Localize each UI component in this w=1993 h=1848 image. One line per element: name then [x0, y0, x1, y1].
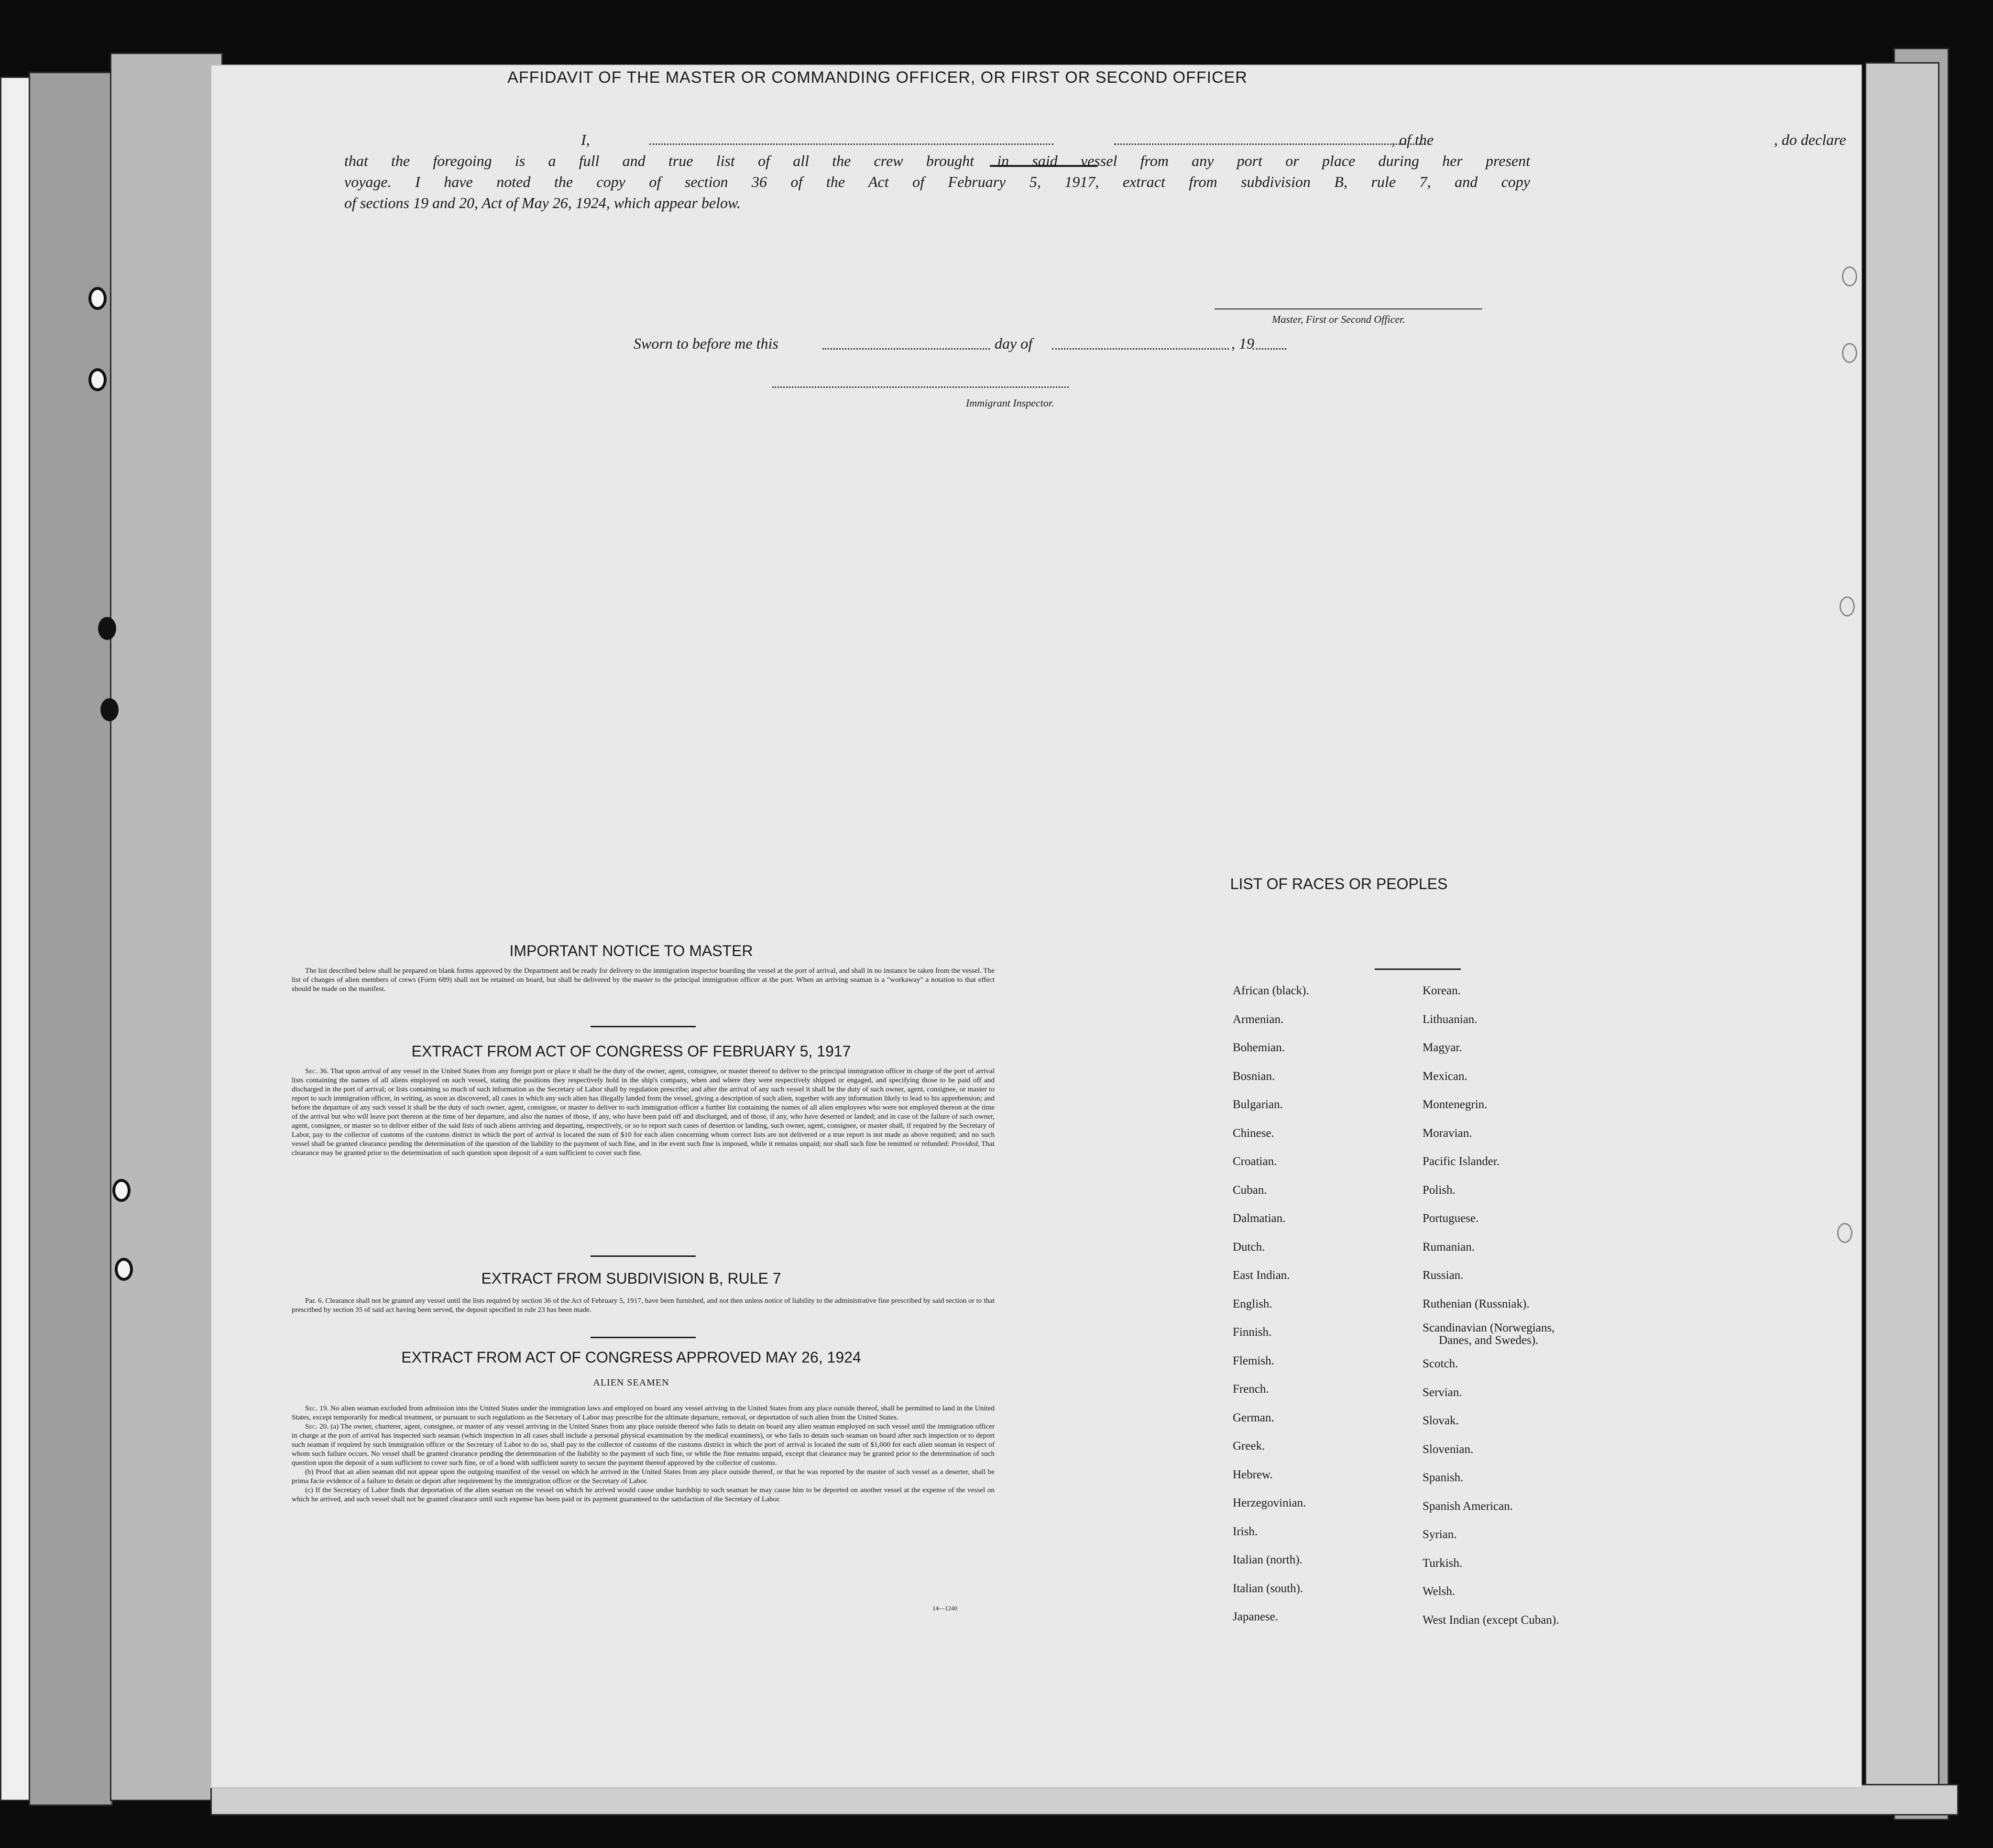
background-sheet-right [1865, 62, 1939, 1815]
declaration-line-4: of sections 19 and 20, Act of May 26, 1924, which appear below. [344, 194, 741, 211]
race-item-portuguese: Portuguese. [1423, 1212, 1479, 1225]
race-item-armenian: Armenian. [1233, 1012, 1284, 1026]
race-item-dutch: Dutch. [1233, 1240, 1265, 1254]
binder-hole [88, 368, 107, 391]
sworn-day-blank [822, 348, 990, 350]
sworn-year-prefix: , 19 [1231, 335, 1254, 352]
race-item-ruthenian-russniak: Ruthenian (Russniak). [1423, 1297, 1530, 1310]
section-19-text: No alien seaman excluded from admission into the United States under the immigration laws and employed on board any vessel arriving in the United States from any place outside thereof, shall be permitted to land in the United States, except temporarily for medical treatment, or pursuant to such regulations as the Secretary of Labor may prescribe for the ultimate departure, removal, or deportation of such alien from the United States. [292, 1404, 995, 1421]
race-item-magyar: Magyar. [1423, 1041, 1462, 1054]
sworn-year-blank [1253, 348, 1286, 350]
section-19-paragraph [292, 1404, 995, 1422]
master-signature-line [1215, 308, 1482, 309]
binder-hole [115, 1258, 133, 1281]
race-item-servian: Servian. [1423, 1386, 1462, 1399]
race-item-montenegrin: Montenegrin. [1423, 1098, 1488, 1111]
race-item-welsh: Welsh. [1423, 1585, 1456, 1598]
binder-hole [1837, 1223, 1852, 1243]
race-item-slovenian: Slovenian. [1423, 1442, 1474, 1456]
race-item-dalmatian: Dalmatian. [1233, 1212, 1286, 1225]
section-36-paragraph [292, 1067, 995, 1157]
race-item-slovak: Slovak. [1423, 1414, 1459, 1427]
background-sheet-left-inner [110, 53, 223, 1801]
master-signature-label: Master, First or Second Officer. [1272, 313, 1405, 325]
background-sheet-left [29, 72, 113, 1806]
race-item-english: English. [1233, 1297, 1272, 1310]
affidavit-declaration [344, 129, 1846, 213]
race-item-croatian: Croatian. [1233, 1155, 1277, 1168]
declaration-line-1 [344, 129, 1846, 150]
binder-hole [1842, 266, 1857, 286]
section-20a-text: (a) The owner, charterer, agent, consignee, or master of any vessel arriving in the United States from any place outside thereof who fails to detain on board any alien seaman employed on such vessel until the immigration officer in charge at the port of arrival has inspected such seaman (which inspection in all cases shall include a personal physical examination by the medical examiners), or who fails to detain such seaman on board after such inspection or to deport such seaman if required by such immigration officer or the Secretary of Labor to do so, shall pay to the collector of customs of the customs district in which the port of arrival is located the sum of $1,000 for each alien seaman in respect of whom such failure occurs. No vessel shall be granted clearance pending the determination of the liability to the payment of such fine, or while the fine remains unpaid, except that clearance may be granted prior to the determination of such question upon the deposit of a sum sufficient to cover such fine, or of a bond with sufficient surety to secure the payment thereof approved by the collector of customs. [292, 1422, 995, 1467]
notice-paragraph: The list described below shall be prepared on blank forms approved by the Department and be ready for delivery to the immigration inspector boarding the vessel at the port of arrival, and shall in no instance be taken from the vessel. The list of changes of alien members of crews (Form 689) shall not be retained on board, but shall be delivered by the master to the principal immigration officer at the port. When an arriving seaman is a "workaway" a notation to that effect should be made on the manifest. [292, 967, 995, 993]
race-item-korean: Korean. [1423, 984, 1461, 997]
section-20c-paragraph: (c) If the Secretary of Labor finds that deportation of the alien seaman on the vessel on which he arrived would cause undue hardship to such seaman he may cause him to be deported on another vessel at the expense of the vessel on which he arrived, and such vessel shall not be granted clearance until such expense has been paid or its payment guaranteed to the satisfaction of the Secretary of Labor. [292, 1486, 995, 1503]
race-item-moravian: Moravian. [1423, 1126, 1472, 1140]
races-title: LIST OF RACES OR PEOPLES [1230, 875, 1448, 892]
extract-1924-body [292, 1404, 995, 1504]
race-item-turkish: Turkish. [1423, 1556, 1463, 1570]
notice-title: IMPORTANT NOTICE TO MASTER [509, 942, 753, 959]
race-item-polish: Polish. [1423, 1183, 1456, 1197]
race-item-rumanian: Rumanian. [1423, 1240, 1475, 1254]
race-item-cuban: Cuban. [1233, 1183, 1267, 1197]
declaration-line-2: that the foregoing is a full and true list of all the crew brought in said vessel from any port or place during her present [344, 152, 1530, 169]
binder-hole [1840, 596, 1855, 616]
extract-rule7-body [292, 1296, 995, 1314]
section-rule [591, 1026, 696, 1027]
section-20-label: Sec. 20. [305, 1422, 329, 1430]
declaration-line-3: voyage. I have noted the copy of section 36 of the Act of February 5, 1917, extract from subdivision B, rule 7, and copy [344, 173, 1530, 190]
vessel-blank [1114, 143, 1430, 145]
section-19-label: Sec. 19. [305, 1404, 329, 1412]
name-blank [649, 143, 1053, 145]
section-36-text-a: That upon arrival of any vessel in the United States from any foreign port or place it shall be the duty of the owner, agent, consignee, or master thereof to deliver to the principal immigration officer in charge of the port of arrival lists containing the names of all aliens employed on such vessel, stating the positions they respectively hold in the ship's company, when and where they were respectively shipped or engaged, and specifying those to be paid off and discharged in the port of arrival; or lists containing so much of such information as the Secretary of Labor shall by regulation prescribe; and after the arrival of any such vessel it shall be the duty of such owner, agent, consignee, or master to report to such immigration officer, in writing, as soon as discovered, all cases in which any such alien has illegally landed from the vessel, giving a description of such alien, together with any information likely to lead to his apprehension; and before the departure of any such vessel it shall be the duty of such owner, agent, consignee, or master to deliver to such immigration officer a further list containing the names of all alien employees who were not employed thereon at the time of the arrival but who will leave port thereon at the time of her departure, and also the names of those, if any, who have been paid off and discharged, and of those, if any, who have deserted or landed; and in case of the failure of such owner, agent, consignee, or master so to deliver either of the said lists of such aliens arriving and departing, respectively, or so to report such cases of desertion or landing, such owner, agent, consignee, or master shall, if required by the Secretary of Labor, pay to the collector of customs of the customs district in which the port of arrival is located the sum of $10 for each alien concerning whom correct lists are not delivered or a true report is not made as above required; and no such vessel shall be granted clearance pending the determination of the question of the liability to the payment of such fine, and in the event such fine is imposed, while it remains unpaid; nor shall such fine be remitted or refunded: [292, 1067, 995, 1148]
race-item-japanese: Japanese. [1233, 1610, 1279, 1623]
extract-1924-title: EXTRACT FROM ACT OF CONGRESS APPROVED MAY 26, 1924 [401, 1349, 861, 1366]
race-item-scandinavian-sub: Danes, and Swedes). [1439, 1334, 1539, 1347]
race-item-italian-south: Italian (south). [1233, 1582, 1303, 1595]
race-item-bulgarian: Bulgarian. [1233, 1098, 1283, 1111]
races-title-rule [1375, 968, 1461, 970]
race-item-bohemian: Bohemian. [1233, 1041, 1285, 1054]
sworn-month-blank [1052, 348, 1229, 350]
extract-rule7-title: EXTRACT FROM SUBDIVISION B, RULE 7 [481, 1270, 781, 1287]
inspector-signature-label: Immigrant Inspector. [966, 397, 1054, 409]
race-item-flemish: Flemish. [1233, 1354, 1274, 1367]
race-item-irish: Irish. [1233, 1525, 1258, 1538]
race-item-greek: Greek. [1233, 1440, 1265, 1452]
race-item-pacific-islander: Pacific Islander. [1423, 1155, 1500, 1168]
race-item-west-indian-except-cuban: West Indian (except Cuban). [1423, 1613, 1559, 1627]
section-rule [591, 1255, 696, 1257]
race-item-syrian: Syrian. [1423, 1528, 1457, 1541]
section-20a-paragraph [292, 1422, 995, 1467]
binder-hole [112, 1179, 131, 1202]
form-number: 14—1240 [932, 1605, 957, 1612]
races-right-list-a [1423, 977, 1559, 1318]
background-sheet-bottom [210, 1784, 1959, 1815]
sworn-prefix: Sworn to before me this [634, 335, 778, 352]
declaration-do-declare: , do declare [1774, 131, 1846, 148]
section-rule [591, 1337, 696, 1338]
race-item-scotch: Scotch. [1423, 1357, 1458, 1370]
race-item-herzegovinian: Herzegovinian. [1233, 1496, 1306, 1509]
binder-hole [100, 698, 119, 721]
declaration-of-the: , of the [1391, 131, 1434, 148]
race-item-mexican: Mexican. [1423, 1069, 1467, 1083]
race-item-finnish: Finnish. [1233, 1326, 1272, 1339]
notice-body [292, 966, 995, 993]
race-item-spanish: Spanish. [1423, 1471, 1464, 1484]
binder-hole [98, 617, 116, 640]
race-item-russian: Russian. [1423, 1269, 1464, 1282]
race-item-scandinavian: Scandinavian (Norwegians, [1423, 1321, 1555, 1334]
races-left-column [1233, 977, 1309, 1631]
section-36-text-b: That clearance may be granted prior to the determination of such question upon deposit of a sum sufficient to cover such fine. [292, 1140, 995, 1157]
race-item-lithuanian: Lithuanian. [1423, 1012, 1478, 1026]
race-item-chinese: Chinese. [1233, 1126, 1274, 1140]
binder-hole [88, 287, 107, 310]
race-item-hebrew: Hebrew. [1233, 1468, 1273, 1481]
binder-hole [1842, 343, 1857, 363]
extract-1917-title: EXTRACT FROM ACT OF CONGRESS OF FEBRUARY 5, 1917 [411, 1043, 851, 1060]
race-item-east-indian: East Indian. [1233, 1269, 1290, 1282]
rule7-paragraph: Par. 6. Clearance shall not be granted any vessel until the lists required by section 36 of the Act of February 5, 1917, have been furnished, and not then unless notice of liability to the administrative fine prescribed by said section or to that prescribed by section 35 of said act having been served, the deposit specified in rule 23 has been made. [292, 1297, 995, 1314]
provided-label: Provided, [951, 1140, 980, 1148]
race-item-african-black: African (black). [1233, 984, 1309, 997]
races-right-list-b [1423, 1350, 1559, 1634]
race-item-german: German. [1233, 1411, 1274, 1424]
manifest-back-page [210, 65, 1862, 1788]
race-item-bosnian: Bosnian. [1233, 1069, 1275, 1083]
alien-seamen-subtitle: ALIEN SEAMEN [593, 1377, 669, 1388]
section-36-label: Sec. 36. [305, 1067, 329, 1075]
race-item-french: French. [1233, 1383, 1269, 1396]
inspector-signature-line [772, 386, 1069, 388]
extract-1917-body [292, 1067, 995, 1157]
declaration-i: I, [581, 131, 590, 148]
section-20b-paragraph: (b) Proof that an alien seaman did not appear upon the outgoing manifest of the vessel on which he arrived in the United States from any place outside thereof, or that he was reported by the master of such vessel as a deserter, shall be prima facie evidence of a failure to detain or deport after requirement by the immigration officer or the Secretary of Labor. [292, 1468, 995, 1485]
races-right-column [1423, 977, 1559, 1634]
affidavit-title: AFFIDAVIT OF THE MASTER OR COMMANDING OFFICER, OR FIRST OR SECOND OFFICER [507, 68, 1248, 87]
race-item-spanish-american: Spanish American. [1423, 1499, 1513, 1513]
sworn-day-of: day of [995, 335, 1033, 352]
race-item-italian-north: Italian (north). [1233, 1553, 1303, 1566]
